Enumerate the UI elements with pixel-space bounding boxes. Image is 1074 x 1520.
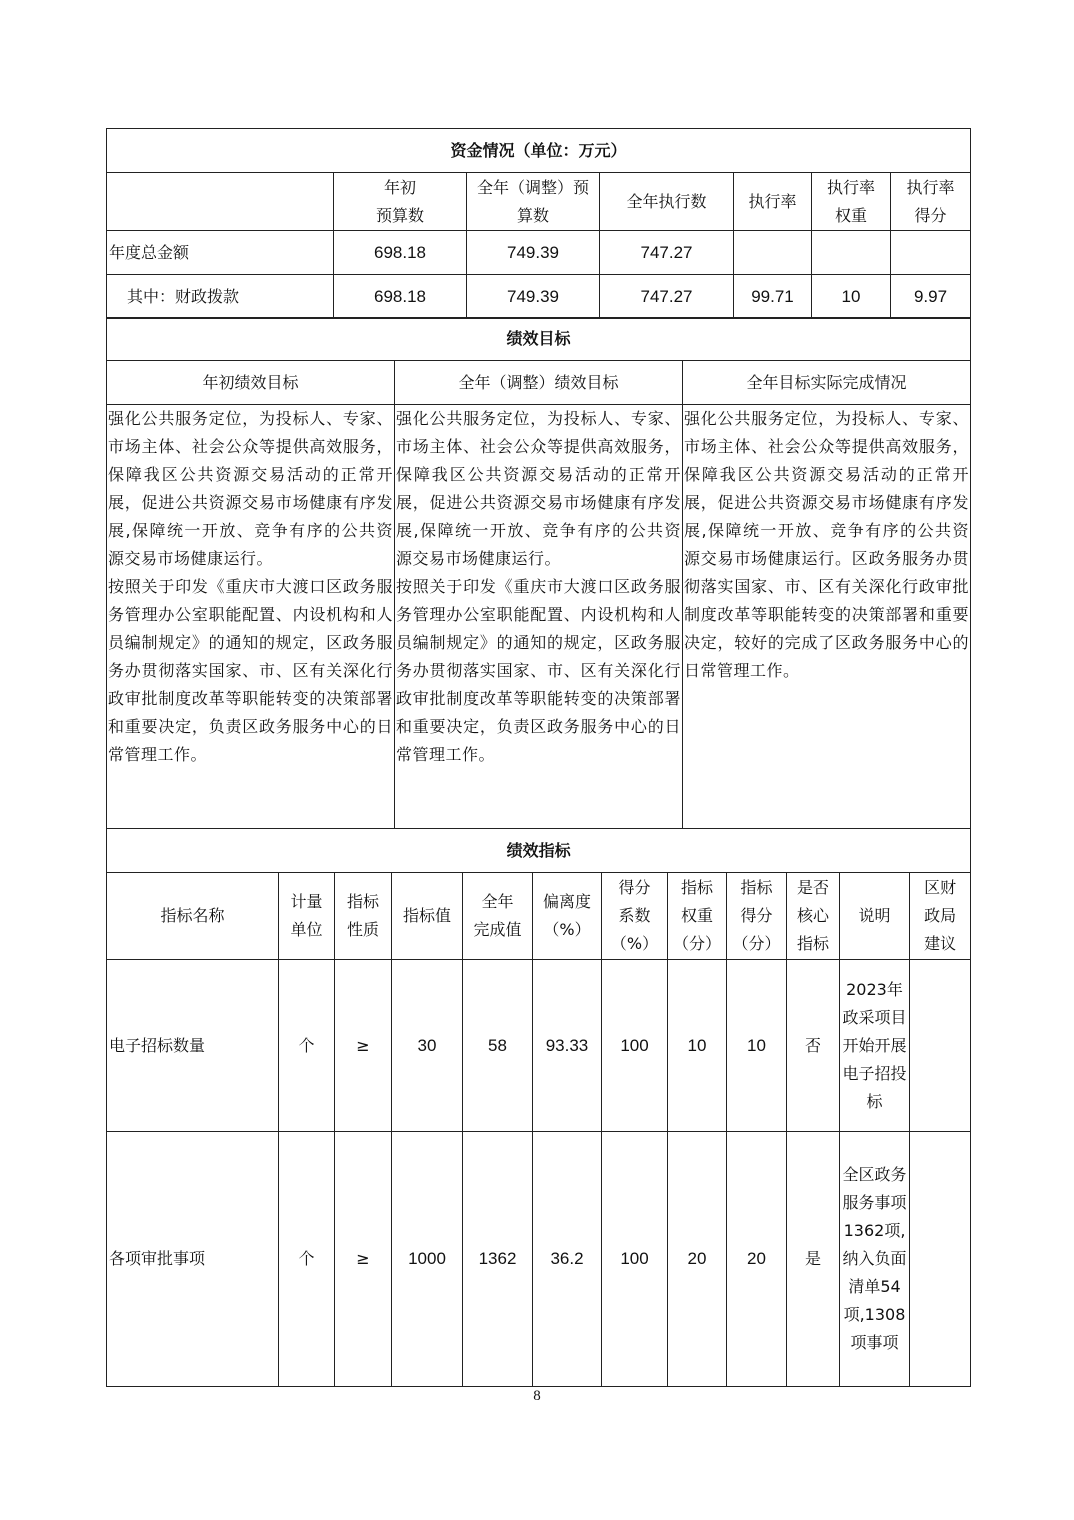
indicator-unit: 个 xyxy=(279,960,335,1132)
header-value: 指标值 xyxy=(392,873,463,960)
paragraph: 强化公共服务定位，为投标人、专家、市场主体、社会公众等提供高效服务，保障我区公共资源交易活动的正常开展，促进公共资源交易市场健康有序发展,保障统一开放、竞争有序的公共资源交易市场健康运行。区政务服务办贯彻落实国家、市、区有关深化行政审批制度改革等职能转变的决策部署和重要决定，较好的完成了区政务服务中心的日常管理工作。 xyxy=(684,409,969,680)
cell-initial: 698.18 xyxy=(334,275,467,319)
paragraph: 强化公共服务定位，为投标人、专家、市场主体、社会公众等提供高效服务，保障我区公共资源交易活动的正常开展，促进公共资源交易市场健康有序发展,保障统一开放、竞争有序的公共资源交易市场健康运行。 xyxy=(396,409,681,568)
indicator-value: 30 xyxy=(392,960,463,1132)
header-nature: 指标 性质 xyxy=(335,873,392,960)
cell-weight: 10 xyxy=(812,275,891,319)
cell-weight xyxy=(812,231,891,275)
goals-table xyxy=(106,317,971,829)
header-adjusted-budget: 全年（调整）预 算数 xyxy=(467,173,600,231)
table-row xyxy=(107,275,971,319)
indicator-weight: 10 xyxy=(668,960,727,1132)
funds-header-blank xyxy=(107,173,334,231)
adjusted-goal-text xyxy=(395,405,683,829)
header-executed: 全年执行数 xyxy=(600,173,734,231)
indicator-name: 电子招标数量 xyxy=(107,960,279,1132)
indicator-value: 1000 xyxy=(392,1132,463,1387)
row-label: 年度总金额 xyxy=(107,231,334,275)
header-adjusted-goal: 全年（调整）绩效目标 xyxy=(395,361,683,405)
header-score: 指标 得分 （分） xyxy=(727,873,787,960)
indicator-unit: 个 xyxy=(279,1132,335,1387)
indicator-deviation: 93.33 xyxy=(533,960,602,1132)
header-completed: 全年 完成值 xyxy=(463,873,533,960)
table-row xyxy=(107,231,971,275)
cell-rate xyxy=(734,231,812,275)
header-coef: 得分 系数 （%） xyxy=(602,873,668,960)
indicators-title: 绩效指标 xyxy=(107,829,971,873)
cell-adjusted: 749.39 xyxy=(467,231,600,275)
cell-score: 9.97 xyxy=(891,275,971,319)
header-initial-goal: 年初绩效目标 xyxy=(107,361,395,405)
row-label: 其中：财政拨款 xyxy=(107,275,334,319)
header-deviation: 偏离度 （%） xyxy=(533,873,602,960)
cell-rate: 99.71 xyxy=(734,275,812,319)
header-rate-weight: 执行率 权重 xyxy=(812,173,891,231)
paragraph: 按照关于印发《重庆市大渡口区政务服务管理办公室职能配置、内设机构和人员编制规定》的通知的规定，区政务服务办贯彻落实国家、市、区有关深化行政审批制度改革等职能转变的决策部署和重要决定，负责区政务服务中心的日常管理工作。 xyxy=(108,577,393,764)
goals-title: 绩效目标 xyxy=(107,318,971,361)
indicator-note: 全区政务服务事项1362项,纳入负面清单54项,1308项事项 xyxy=(840,1132,910,1387)
indicator-core: 是 xyxy=(787,1132,840,1387)
indicator-score: 20 xyxy=(727,1132,787,1387)
indicator-nature: ≥ xyxy=(335,1132,392,1387)
funds-title: 资金情况（单位：万元） xyxy=(107,129,971,173)
indicators-table xyxy=(106,828,971,1387)
header-advice: 区财 政局 建议 xyxy=(910,873,971,960)
indicator-score: 10 xyxy=(727,960,787,1132)
funds-table xyxy=(106,128,971,319)
indicator-name: 各项审批事项 xyxy=(107,1132,279,1387)
header-weight: 指标 权重 （分） xyxy=(668,873,727,960)
header-actual-goal: 全年目标实际完成情况 xyxy=(683,361,971,405)
indicator-coef: 100 xyxy=(602,1132,668,1387)
indicator-nature: ≥ xyxy=(335,960,392,1132)
indicator-completed: 1362 xyxy=(463,1132,533,1387)
header-exec-rate: 执行率 xyxy=(734,173,812,231)
cell-executed: 747.27 xyxy=(600,231,734,275)
paragraph: 强化公共服务定位，为投标人、专家、市场主体、社会公众等提供高效服务，保障我区公共资源交易活动的正常开展，促进公共资源交易市场健康有序发展,保障统一开放、竞争有序的公共资源交易市场健康运行。 xyxy=(108,409,393,568)
indicator-weight: 20 xyxy=(668,1132,727,1387)
cell-initial: 698.18 xyxy=(334,231,467,275)
header-unit: 计量 单位 xyxy=(279,873,335,960)
indicator-advice xyxy=(910,960,971,1132)
header-initial-budget: 年初 预算数 xyxy=(334,173,467,231)
indicator-core: 否 xyxy=(787,960,840,1132)
cell-executed: 747.27 xyxy=(600,275,734,319)
header-core: 是否 核心 指标 xyxy=(787,873,840,960)
actual-goal-text xyxy=(683,405,971,829)
indicator-deviation: 36.2 xyxy=(533,1132,602,1387)
cell-adjusted: 749.39 xyxy=(467,275,600,319)
header-note: 说明 xyxy=(840,873,910,960)
indicator-advice xyxy=(910,1132,971,1387)
table-row xyxy=(107,1132,971,1387)
indicator-note: 2023年政采项目开始开展电子招投标 xyxy=(840,960,910,1132)
paragraph: 按照关于印发《重庆市大渡口区政务服务管理办公室职能配置、内设机构和人员编制规定》的通知的规定，区政务服务办贯彻落实国家、市、区有关深化行政审批制度改革等职能转变的决策部署和重要决定，负责区政务服务中心的日常管理工作。 xyxy=(396,577,681,764)
indicator-completed: 58 xyxy=(463,960,533,1132)
indicator-coef: 100 xyxy=(602,960,668,1132)
initial-goal-text xyxy=(107,405,395,829)
table-row xyxy=(107,960,971,1132)
page-number: 8 xyxy=(533,1388,541,1404)
cell-score xyxy=(891,231,971,275)
header-rate-score: 执行率 得分 xyxy=(891,173,971,231)
header-indicator-name: 指标名称 xyxy=(107,873,279,960)
